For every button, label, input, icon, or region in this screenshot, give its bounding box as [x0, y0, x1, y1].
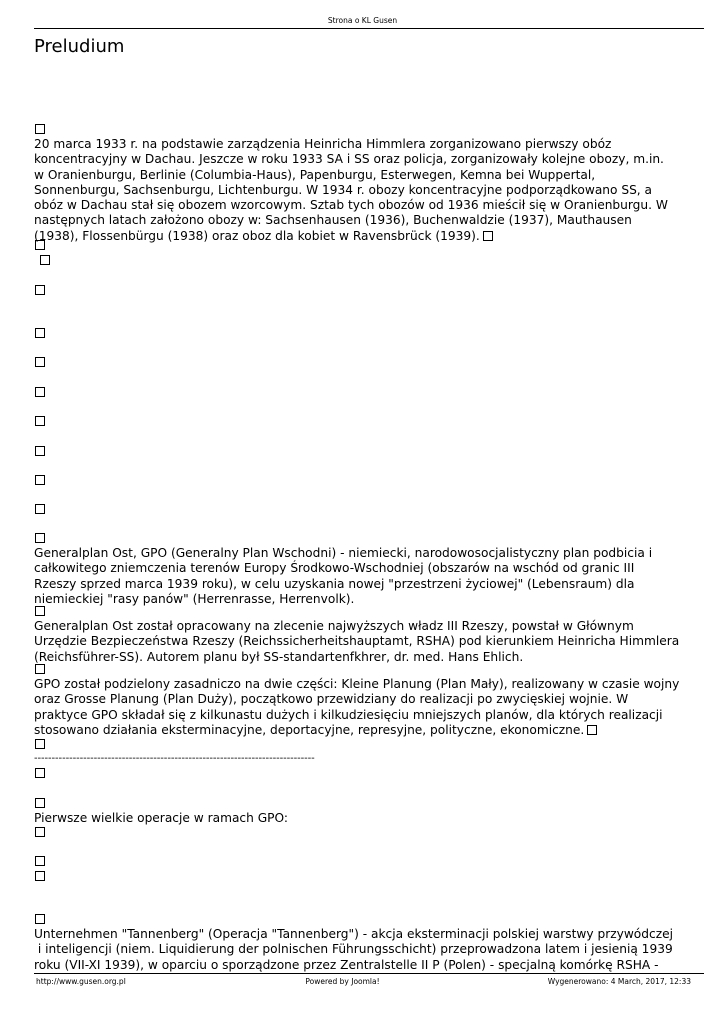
text-line: Generalplan Ost, GPO (Generalny Plan Wschodni) - niemiecki, narodowosocjalistyczny plan podbicia i — [34, 546, 653, 560]
glyph-box — [35, 124, 45, 134]
text-line: roku (VII-XI 1939), w oparciu o sporządzone przez Zentralstelle II P (Polen) - specjalną komórkę RSHA - — [34, 957, 659, 972]
text-line: Urzędzie Bezpieczeństwa Rzeszy (Reichssicherheitshauptamt, RSHA) pod kierunkiem Heinricha Himmlera — [34, 634, 680, 649]
page-header: Strona o KL Gusen — [327, 16, 398, 25]
footer-generated-date: Wygenerowano: 4 March, 2017, 12:33 — [547, 977, 691, 986]
footer-rule — [34, 973, 704, 974]
glyph-box — [40, 255, 50, 265]
text-line: niemieckiej "rasy panów" (Herrenrasse, Herrenvolk). — [34, 591, 355, 606]
separator-line: -------------------------------------------------------------------------------- — [34, 753, 315, 764]
glyph-box — [35, 357, 45, 367]
glyph-box — [35, 416, 45, 426]
text-line: oraz Grosse Planung (Plan Duży), początkowo przewidziany do realizacji po zwycięskiej wojnie. W — [34, 692, 629, 707]
glyph-box — [35, 739, 45, 749]
footer-powered-by: Powered by Joomla! — [305, 977, 380, 986]
paragraph-gpo-definition — [34, 546, 694, 607]
paragraph-gpo-parts — [34, 677, 694, 738]
text-line: koncentracyjny w Dachau. Jeszcze w roku 1933 SA i SS oraz policja, zorganizowały kolejne obozy, m.in. — [34, 152, 664, 167]
text-line: Unternehmen "Tannenberg" (Operacja "Tannenberg") - akcja eksterminacji polskiej warstwy przywódczej — [34, 927, 673, 941]
header-rule — [34, 28, 704, 29]
glyph-box — [35, 328, 45, 338]
text-line: Sonnenburgu, Sachsenburgu, Lichtenburgu. W 1934 r. obozy koncentracyjne podporządkowano SS, a — [34, 182, 653, 197]
glyph-box — [35, 240, 45, 250]
article-title: Preludium — [34, 36, 125, 57]
glyph-box — [35, 664, 45, 674]
text-line: w Oranienburgu, Berlinie (Columbia-Haus), Papenburgu, Esterwegen, Kemna bei Wuppertal, — [34, 167, 596, 182]
glyph-box — [35, 387, 45, 397]
glyph-box — [35, 606, 45, 616]
glyph-box — [35, 768, 45, 778]
glyph-box — [35, 798, 45, 808]
paragraph-dachau — [34, 137, 694, 244]
glyph-box — [587, 725, 597, 735]
glyph-box — [35, 475, 45, 485]
paragraph-gpo-origin — [34, 619, 694, 665]
paragraph-tannenberg — [34, 927, 694, 973]
text-line: całkowitego zniemczenia terenów Europy Środkowo-Wschodniej (obszarów na wschód od granic III — [34, 561, 635, 576]
text-line: obóz w Dachau stał się obozem wzorcowym. Sztab tych obozów od 1936 mieścił się w Oranienburgu. W — [34, 198, 668, 213]
glyph-box — [35, 871, 45, 881]
text-line: 20 marca 1933 r. na podstawie zarządzenia Heinricha Himmlera zorganizowano pierwszy obóz — [34, 137, 612, 151]
glyph-box — [35, 827, 45, 837]
text-line: Generalplan Ost został opracowany na zlecenie najwyższych władz III Rzeszy, powstał w Głównym — [34, 619, 634, 633]
text-line: i inteligencji (niem. Liquidierung der polnischen Führungsschicht) przeprowadzona latem i jesienią 1939 — [34, 942, 673, 957]
glyph-box — [35, 533, 45, 543]
text-line: Rzeszy sprzed marca 1939 roku), w celu uzyskania nowej "przestrzeni życiowej" (Lebensraum) dla — [34, 576, 635, 591]
text-line: (1938), Flossenbürgu (1938) oraz oboz dla kobiet w Ravensbrück (1939). — [34, 228, 480, 243]
text-line: GPO został podzielony zasadniczo na dwie części: Kleine Planung (Plan Mały), realizowany w czasie wojny — [34, 677, 680, 691]
glyph-box — [35, 285, 45, 295]
text-line: (Reichsführer-SS). Autorem planu był SS-standartenfkhrer, dr. med. Hans Ehlich. — [34, 649, 524, 664]
glyph-box — [483, 231, 493, 241]
paragraph-operations-heading: Pierwsze wielkie operacje w ramach GPO: — [34, 811, 288, 825]
footer-url-link[interactable]: http://www.gusen.org.pl — [36, 977, 126, 986]
text-line: stosowano działania eksterminacyjne, deportacyjne, represyjne, polityczne, ekonomiczne. — [34, 722, 585, 737]
glyph-box — [35, 914, 45, 924]
text-line: praktyce GPO składał się z kilkunastu dużych i kilkudziesięciu mniejszych planów, dla których realizacji — [34, 707, 663, 722]
glyph-box — [35, 446, 45, 456]
text-line: następnych latach założono obozy w: Sachsenhausen (1936), Buchenwaldzie (1937), Mauthausen — [34, 213, 632, 228]
glyph-box — [35, 504, 45, 514]
glyph-box — [35, 856, 45, 866]
